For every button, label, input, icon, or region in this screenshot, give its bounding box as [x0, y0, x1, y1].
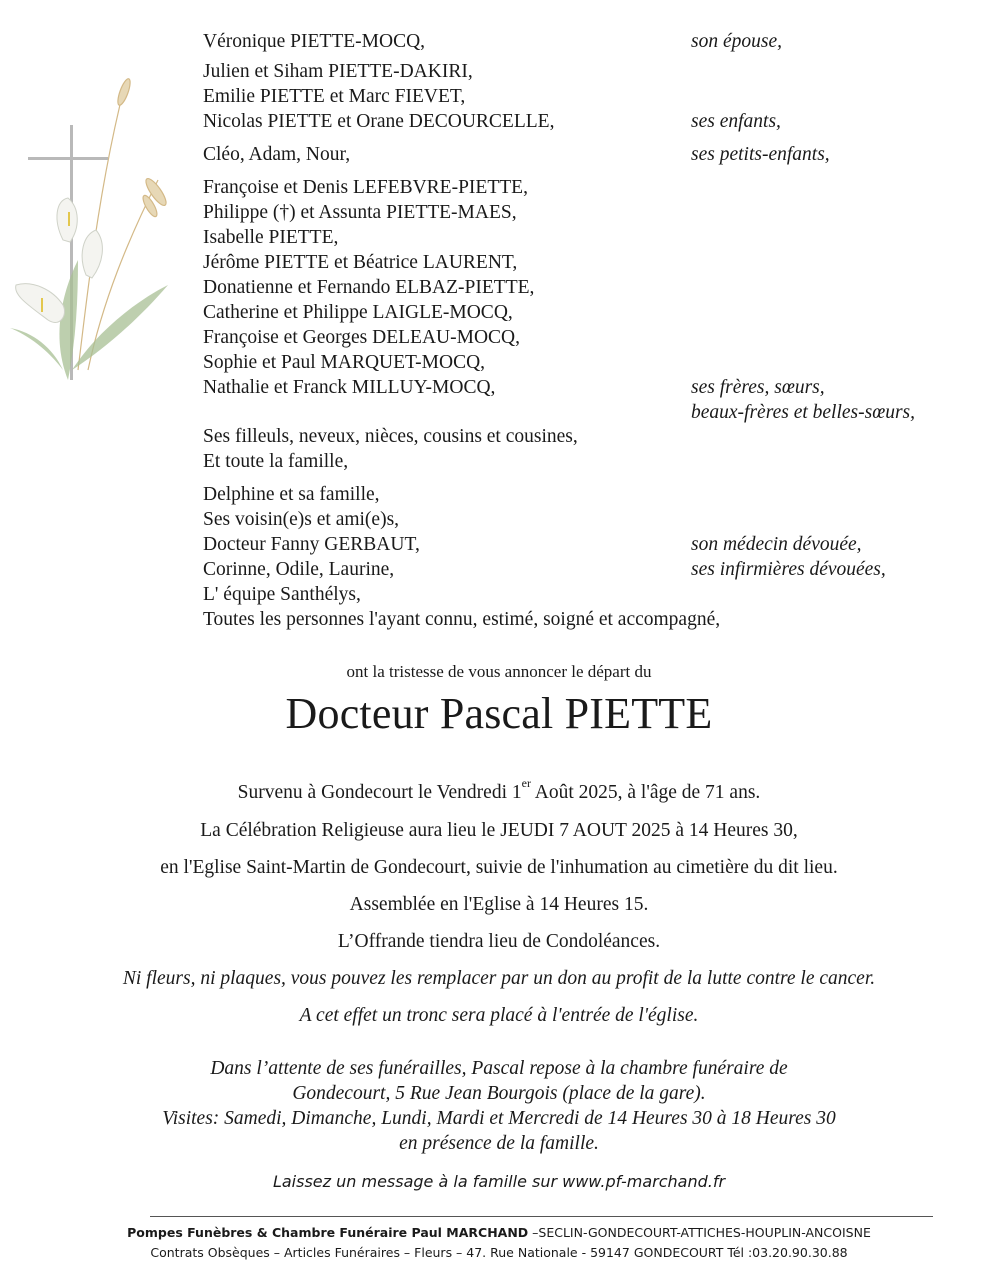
- funeral-home-line: Visites: Samedi, Dimanche, Lundi, Mardi et Mercredi de 14 Heures 30 à 18 Heures 30: [162, 1108, 836, 1129]
- family-member-name: Ses voisin(e)s et ami(e)s,: [203, 509, 400, 530]
- family-member-name: Catherine et Philippe LAIGLE-MOCQ,: [203, 302, 513, 323]
- family-row: [0, 508, 998, 532]
- family-member-name: Jérôme PIETTE et Béatrice LAURENT,: [203, 252, 518, 273]
- family-relation: son médecin dévouée,: [691, 534, 862, 555]
- family-row: [0, 301, 998, 325]
- family-member-name: Delphine et sa famille,: [203, 484, 380, 505]
- collection-box-line: A cet effet un tronc sera placé à l'entrée de l'église.: [299, 1005, 699, 1026]
- family-member-name: Philippe (†) et Assunta PIETTE-MAES,: [203, 202, 517, 223]
- family-member-name: Françoise et Georges DELEAU-MOCQ,: [203, 327, 520, 348]
- family-row: [0, 401, 998, 425]
- deceased-name: Docteur Pascal PIETTE: [285, 689, 713, 738]
- funeral-home-line: Gondecourt, 5 Rue Jean Bourgois (place de la gare).: [292, 1083, 706, 1104]
- family-relation: son épouse,: [691, 31, 782, 52]
- footer-divider: [150, 1216, 933, 1217]
- footer-company-locations: –SECLIN-GONDECOURT-ATTICHES-HOUPLIN-ANCOISNE: [528, 1225, 871, 1240]
- ceremony-line: La Célébration Religieuse aura lieu le JEUDI 7 AOUT 2025 à 14 Heures 30,: [200, 820, 798, 841]
- family-row: [0, 110, 998, 134]
- family-member-name: Docteur Fanny GERBAUT,: [203, 534, 420, 555]
- family-row: [0, 425, 998, 449]
- family-row: [0, 251, 998, 275]
- family-row: [0, 60, 998, 84]
- family-member-name: L' équipe Santhélys,: [203, 584, 361, 605]
- family-member-name: Nicolas PIETTE et Orane DECOURCELLE,: [203, 111, 555, 132]
- funeral-home-line: Dans l’attente de ses funérailles, Pascal repose à la chambre funéraire de: [210, 1058, 788, 1079]
- family-member-name: Ses filleuls, neveux, nièces, cousins et cousines,: [203, 426, 578, 447]
- family-row: [0, 176, 998, 200]
- family-row: [0, 143, 998, 167]
- footer-company-line: [0, 1225, 998, 1240]
- announcement-intro: ont la tristesse de vous annoncer le départ du: [346, 662, 652, 681]
- family-member-name: Véronique PIETTE-MOCQ,: [203, 31, 426, 52]
- family-row: [0, 450, 998, 474]
- family-relation: ses frères, sœurs,: [691, 377, 825, 398]
- family-member-name: Isabelle PIETTE,: [203, 227, 339, 248]
- family-row: [0, 376, 998, 400]
- family-row: [0, 608, 998, 632]
- family-row: [0, 226, 998, 250]
- family-member-name: Nathalie et Franck MILLUY-MOCQ,: [203, 377, 496, 398]
- family-row: [0, 326, 998, 350]
- death-notice-start: Survenu à Gondecourt le Vendredi 1: [237, 782, 522, 803]
- family-relation: beaux-frères et belles-sœurs,: [691, 402, 916, 423]
- family-relation: ses infirmières dévouées,: [691, 559, 886, 580]
- family-member-name: Sophie et Paul MARQUET-MOCQ,: [203, 352, 486, 373]
- death-notice-superscript: er: [521, 776, 531, 790]
- family-row: [0, 30, 998, 54]
- family-row: [0, 483, 998, 507]
- family-member-name: Et toute la famille,: [203, 451, 349, 472]
- death-notice-end: Août 2025, à l'âge de 71 ans.: [530, 782, 761, 803]
- family-member-name: Cléo, Adam, Nour,: [203, 144, 351, 165]
- death-notice-line: [0, 776, 998, 804]
- family-row: [0, 533, 998, 557]
- family-row: [0, 201, 998, 225]
- family-member-name: Donatienne et Fernando ELBAZ-PIETTE,: [203, 277, 535, 298]
- family-row: [0, 583, 998, 607]
- family-row: [0, 276, 998, 300]
- family-relation: ses petits-enfants,: [691, 144, 830, 165]
- family-relation: ses enfants,: [691, 111, 781, 132]
- website-message: Laissez un message à la famille sur www.pf-marchand.fr: [272, 1172, 726, 1191]
- family-member-name: Corinne, Odile, Laurine,: [203, 559, 395, 580]
- family-row: [0, 558, 998, 582]
- family-row: [0, 351, 998, 375]
- footer-address-line: Contrats Obsèques – Articles Funéraires – Fleurs – 47. Rue Nationale - 59147 GONDECOURT Tél :03.20.90.30.88: [150, 1245, 848, 1260]
- family-member-name: Françoise et Denis LEFEBVRE-PIETTE,: [203, 177, 528, 198]
- offering-line: L’Offrande tiendra lieu de Condoléances.: [337, 931, 661, 952]
- assembly-line: Assemblée en l'Eglise à 14 Heures 15.: [349, 894, 649, 915]
- family-member-name: Toutes les personnes l'ayant connu, estimé, soigné et accompagné,: [203, 609, 721, 630]
- footer-company-name: Pompes Funèbres & Chambre Funéraire Paul MARCHAND: [127, 1225, 529, 1240]
- funeral-home-line: en présence de la famille.: [399, 1133, 599, 1154]
- church-line: en l'Eglise Saint-Martin de Gondecourt, suivie de l'inhumation au cimetière du dit lieu.: [160, 857, 838, 878]
- no-flowers-line: Ni fleurs, ni plaques, vous pouvez les remplacer par un don au profit de la lutte contre le cancer.: [122, 968, 876, 989]
- family-row: [0, 85, 998, 109]
- family-member-name: Emilie PIETTE et Marc FIEVET,: [203, 86, 466, 107]
- family-member-name: Julien et Siham PIETTE-DAKIRI,: [203, 61, 473, 82]
